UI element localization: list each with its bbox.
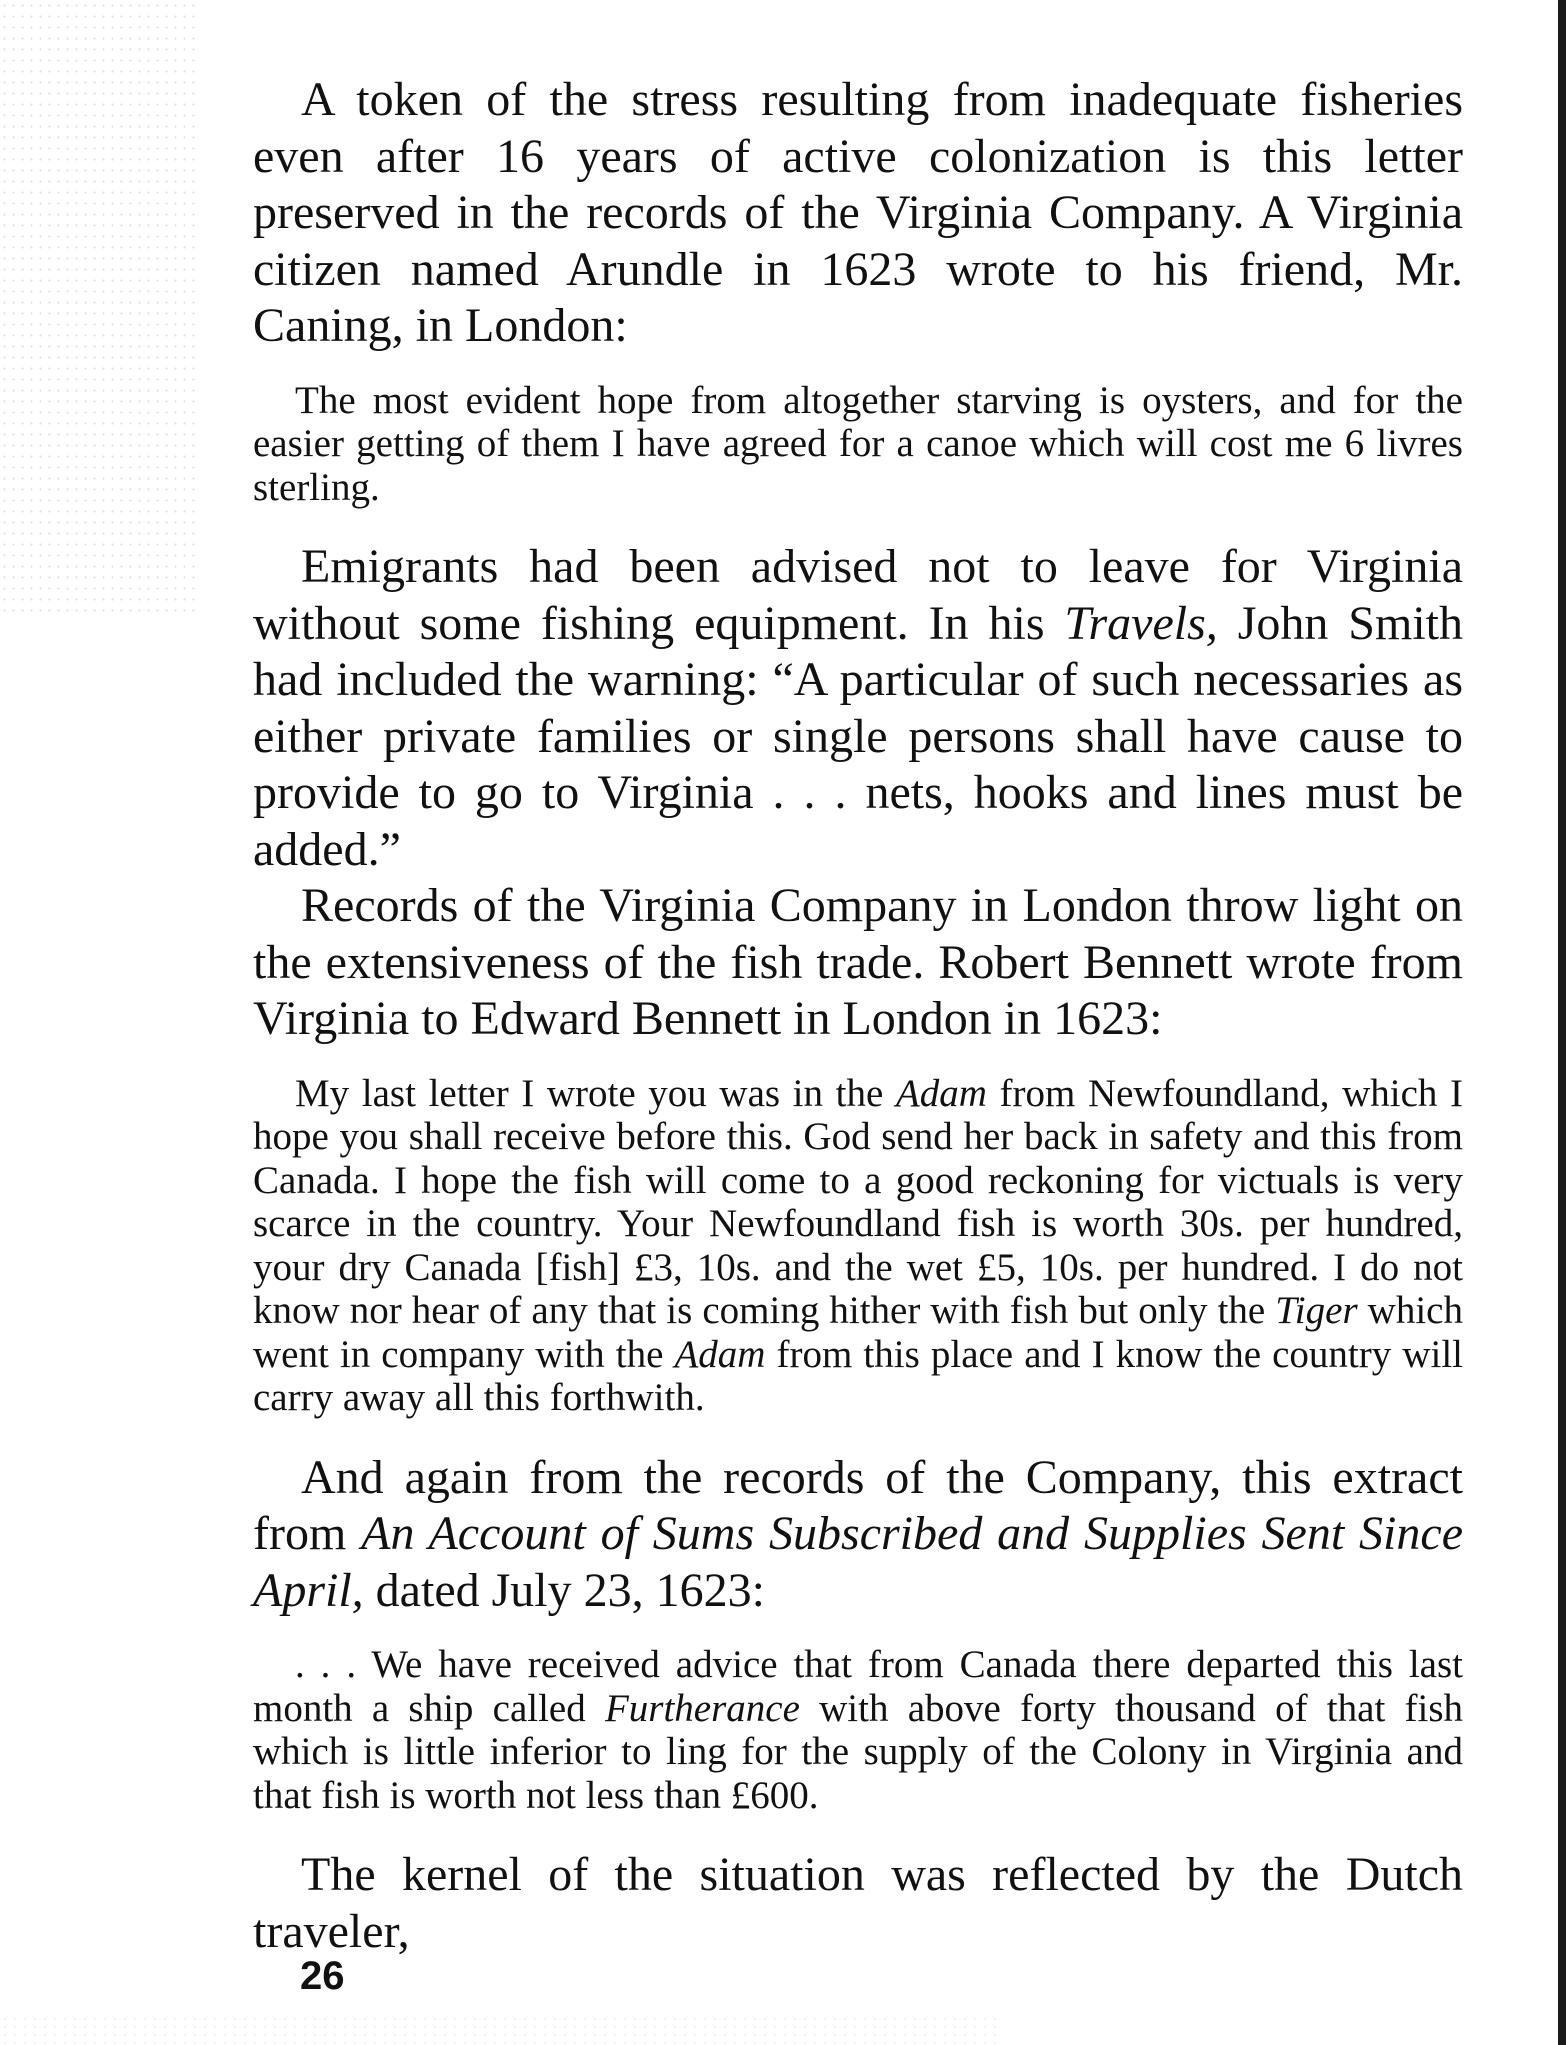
scan-speckle-bottom	[0, 2015, 1000, 2045]
page-number: 26	[300, 1954, 345, 1998]
paragraph-company-text-1: And again from the records of the Company, this extract from	[253, 1450, 1463, 1560]
quote-bennett-letter	[253, 1072, 1463, 1420]
ship-name-adam: Adam	[895, 1071, 987, 1115]
paragraph-company-text-2: dated July 23, 1623:	[363, 1563, 765, 1617]
quote-bennett-text-4: from this place and I know the country will carry away all this forthwith.	[253, 1332, 1463, 1419]
paragraph-company-extract	[253, 1450, 1463, 1620]
page-text-block	[253, 72, 1463, 1960]
paragraph-arundle-intro: A token of the stress resulting from inadequate fisheries even after 16 years of active colonization is this letter preserved in the records of the Virginia Company. A Virginia citizen named Arundle in 1623 wrote to his friend, Mr. Caning, in London:	[253, 73, 1463, 352]
paragraph-emigrants	[253, 539, 1463, 878]
ship-name-tiger: Tiger	[1275, 1289, 1358, 1332]
title-account-of-sums: An Account of Sums Subscribed and Supplies Sent Since April,	[253, 1507, 1463, 1617]
quote-furtherance-text-1: . . . We have received advice that from Canada there departed this last month a ship called	[253, 1643, 1463, 1730]
paragraph-kernel: The kernel of the situation was reflected by the Dutch traveler,	[253, 1848, 1463, 1958]
quote-furtherance	[253, 1643, 1463, 1817]
quote-furtherance-text-2: with above forty thousand of that fish which is little inferior to ling for the supply of the Colony in Virginia and that fish is worth not less than £600.	[253, 1686, 1463, 1817]
paragraph-bennett-intro: Records of the Virginia Company in London throw light on the extensiveness of the fish trade. Robert Bennett wrote from Virginia to Edward Bennett in London in 1623:	[253, 879, 1463, 1045]
quote-arundle-letter: The most evident hope from altogether starving is oysters, and for the easier getting of them I have agreed for a canoe which will cost me 6 livres sterling.	[253, 378, 1463, 509]
quote-bennett-text-3: which went in company with the	[253, 1289, 1463, 1376]
quote-bennett-text-1: My last letter I wrote you was in the	[295, 1071, 896, 1115]
scan-speckle-left	[0, 0, 200, 620]
paragraph-emigrants-text-1: Emigrants had been advised not to leave for Virginia without some fishing equipment. In his	[253, 540, 1463, 650]
quote-bennett-text-2: from Newfoundland, which I hope you shall receive before this. God send her back in safety and this from Canada. I hope the fish will come to a good reckoning for victuals is very scarce in the country. Your Newfoundland fish is worth 30s. per hundred, your dry Canada [fish] £3, 10s. and the wet £5, 10s. per hundred. I do not know nor hear of any that is coming hither with fish but only the	[253, 1071, 1463, 1332]
title-travels: Travels,	[1064, 596, 1218, 650]
ship-name-adam-2: Adam	[674, 1332, 766, 1376]
ship-name-furtherance: Furtherance	[604, 1686, 800, 1730]
paragraph-emigrants-text-2: John Smith had included the warning: “A particular of such necessaries as either private families or single persons shall have cause to provide to go to Virginia . . . nets, hooks and lines must be added.”	[253, 596, 1463, 876]
page-edge-border	[1558, 0, 1566, 2045]
